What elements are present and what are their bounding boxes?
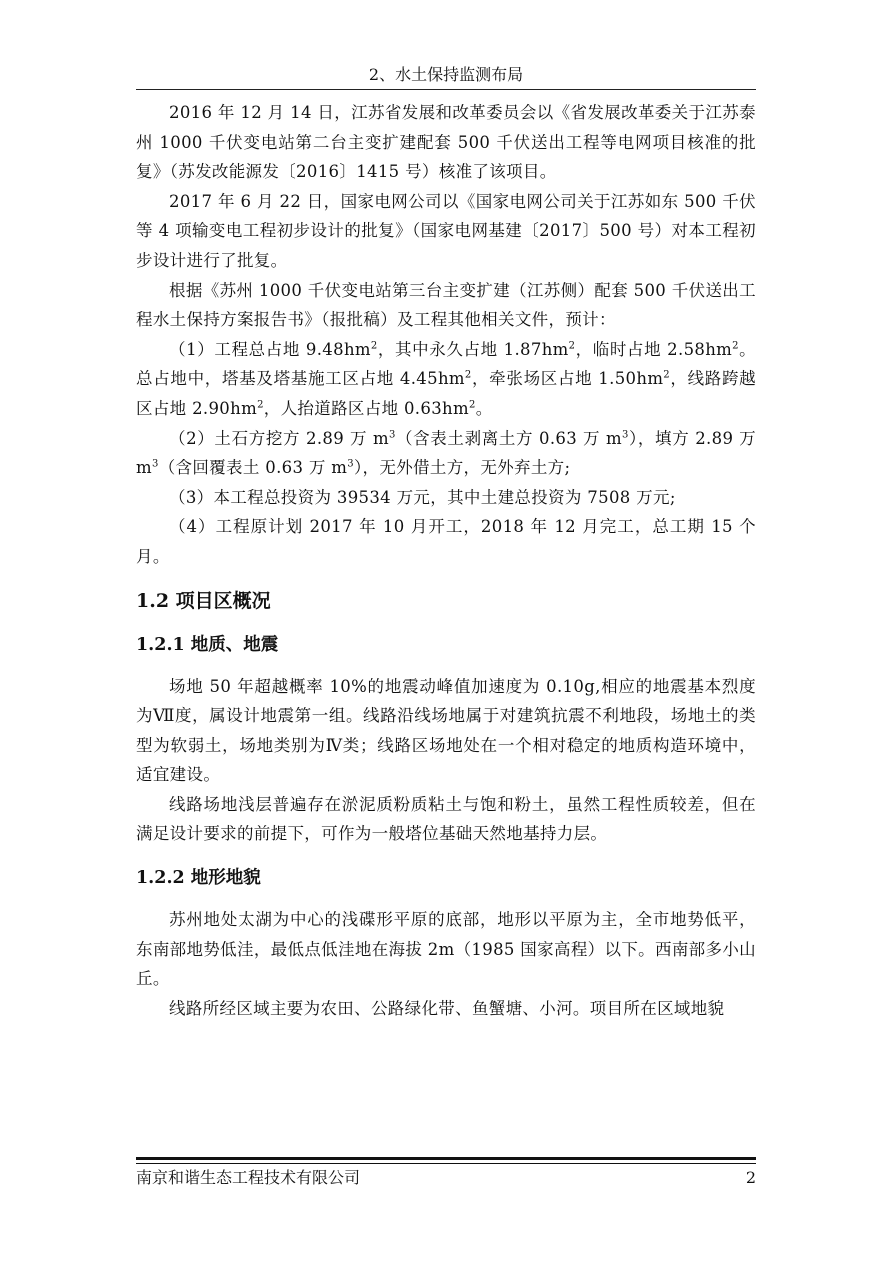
footer-rule-thin (136, 1163, 756, 1164)
item-investment: （3）本工程总投资为 39534 万元，其中土建总投资为 7508 万元; (169, 487, 676, 507)
paragraph-route-area: 线路所经区域主要为农田、公路绿化带、鱼蟹塘、小河。项目所在区域地貌 (169, 998, 725, 1018)
page-number: 2 (745, 1168, 756, 1187)
item-land-use: （1）工程总占地 $9.48hm^2$，其中永久占地 $1.87hm^2$，临时占地 $2.58hm^2$。总占地中，塔基及塔基施工区占地 $4.45hm^2$，牵张场区占地 $1.50hm^2$，线路跨越区占地 $2.90hm^2$，人抬道路区占地 $0.63hm^2$。 (136, 339, 756, 418)
paragraph-terrain: 苏州地处太湖为中心的浅碟形平原的底部，地形以平原为主，全市地势低平，东南部地势低洼，最低点低洼地在海拔 2m（1985 国家高程）以下。西南部多小山丘。 (136, 910, 756, 989)
paragraph-estimate-intro: 根据《苏州 1000 千伏变电站第三台主变扩建（江苏侧）配套 500 千伏送出工程水土保持方案报告书》（报批稿）及工程其他相关文件，预计： (136, 280, 756, 330)
paragraph-seismic: 场地 50 年超越概率 10%的地震动峰值加速度为 0.10g,相应的地震基本烈度为Ⅶ度，属设计地震第一组。线路沿线场地属于对建筑抗震不利地段，场地土的类型为软弱土，场地类别为Ⅳ类；线路区场地处在一个相对稳定的地质构造环境中，适宜建设。 (136, 676, 756, 785)
footer-company: 南京和谐生态工程技术有限公司 (136, 1168, 361, 1187)
header-rule (136, 89, 756, 90)
section-heading-1-2-2: 1.2.2 地形地貌 (136, 868, 261, 889)
item-earthwork: （2）土石方挖方 2.89 万 $m^3$（含表土剥离土方 0.63 万 $m^3$），填方 2.89 万 $m^3$（含回覆表土 0.63 万 $m^3$），无外借土方，无外弃土方; (136, 428, 757, 478)
paragraph-foundation: 线路场地浅层普遍存在淤泥质粉质粘土与饱和粉土，虽然工程性质较差，但在满足设计要求的前提下，可作为一般塔位基础天然地基持力层。 (136, 794, 756, 844)
item-schedule: （4）工程原计划 2017 年 10 月开工，2018 年 12 月完工，总工期 15 个月。 (136, 517, 756, 566)
body-text (136, 98, 756, 1023)
footer-rule-thick (136, 1157, 756, 1160)
section-heading-1-2: 1.2 项目区概况 (136, 589, 271, 612)
paragraph-approval-2017: 2017 年 6 月 22 日，国家电网公司以《国家电网公司关于江苏如东 500 千伏等 4 项输变电工程初步设计的批复》（国家电网基建〔2017〕500 号）对本工程初步设计进行了批复。 (136, 191, 756, 270)
section-heading-1-2-1: 1.2.1 地质、地震 (136, 634, 279, 655)
page-footer (136, 1167, 756, 1189)
running-header: 2、水土保持监测布局 (368, 65, 524, 84)
paragraph-approval-2016: 2016 年 12 月 14 日，江苏省发展和改革委员会以《省发展改革委关于江苏泰州 1000 千伏变电站第二台主变扩建配套 500 千伏送出工程等电网项目核准的批复》（苏发改能源发〔2016〕1415 号）核准了该项目。 (136, 103, 756, 182)
